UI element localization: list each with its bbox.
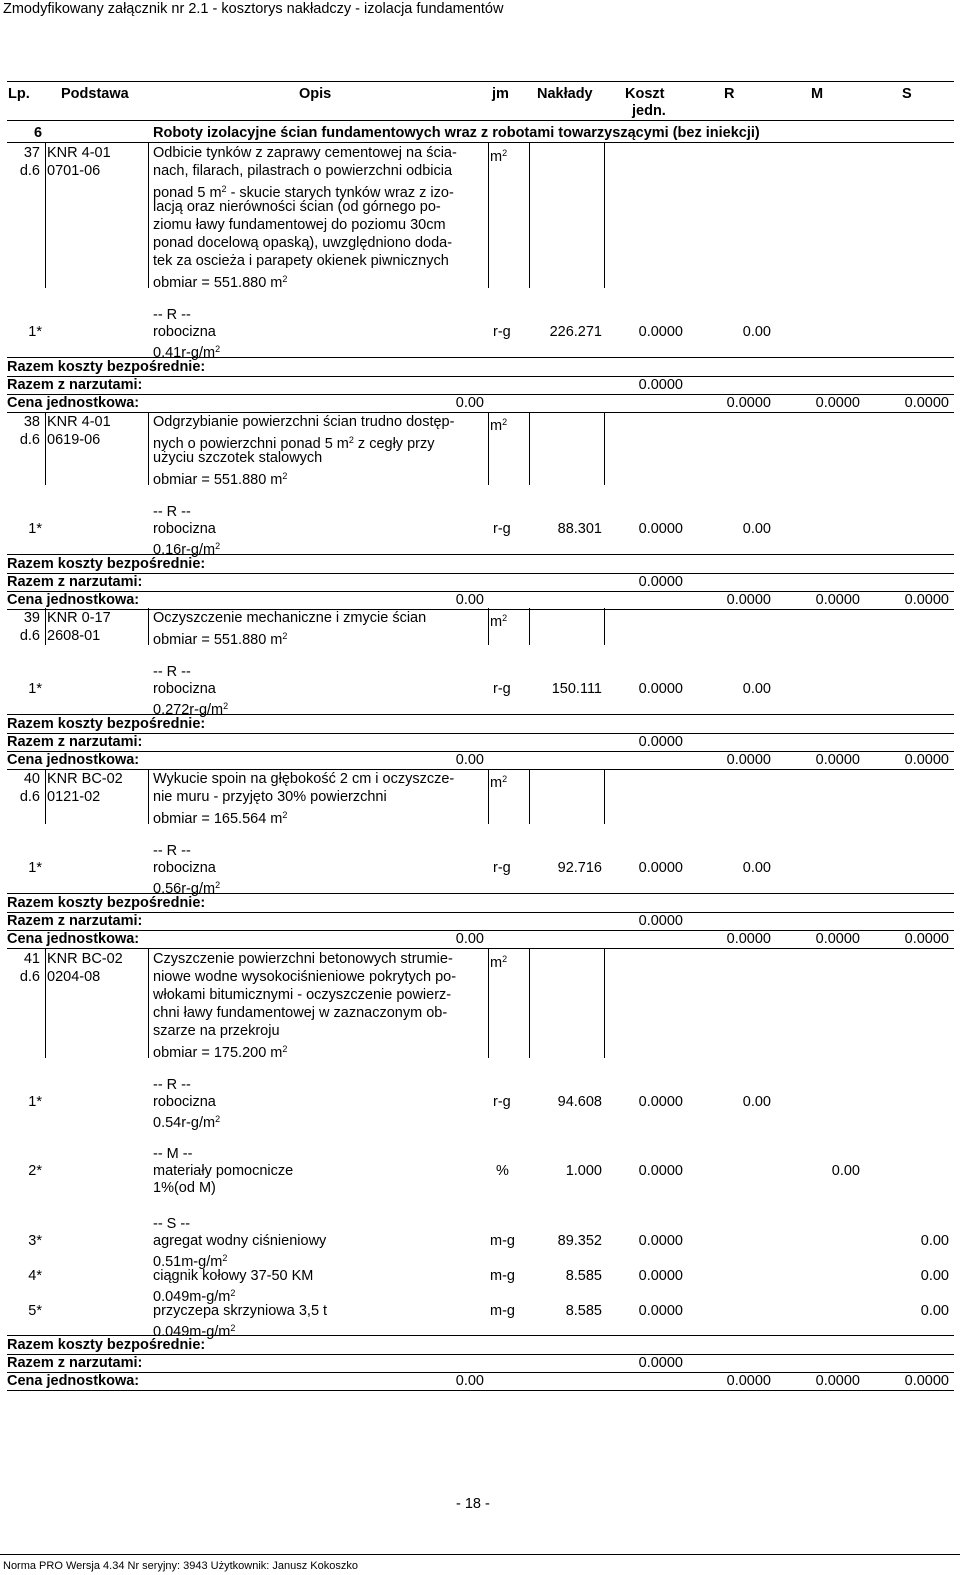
unit-price-r: 0.0000 (726, 931, 771, 947)
unit-price-label: Cena jednostkowa: (7, 752, 140, 768)
footer-rule (0, 1554, 960, 1555)
unit-price-label: Cena jednostkowa: (7, 592, 140, 608)
basis-column-divider (148, 769, 149, 824)
item-unit: $m^2$ (490, 148, 508, 165)
item-basis-number: 0701-06 (47, 163, 101, 179)
equipment-norm: $0.049m-g/m^2$ (153, 1288, 236, 1305)
material-unit-price: 0.0000 (638, 1163, 683, 1179)
resource-norm: $0.56r-g/m^2$ (153, 880, 221, 897)
item-end-rule (7, 412, 954, 413)
description-column-divider (488, 608, 489, 645)
unit-price-m: 0.0000 (815, 1373, 860, 1389)
unit-price-label: Cena jednostkowa: (7, 395, 140, 411)
unit-price-label: Cena jednostkowa: (7, 1373, 140, 1389)
header-bottom-rule (7, 120, 954, 121)
unit-price-r: 0.0000 (726, 752, 771, 768)
item-number: 40 (23, 771, 40, 787)
total-overhead-label: Razem z narzutami: (7, 1355, 143, 1371)
item-description-line: szarze na przekroju (153, 1023, 280, 1039)
lp-column-divider (45, 143, 46, 288)
item-description-line: niowe wodne wysokociśnieniowe pokrytych po- (153, 969, 457, 985)
equipment-quantity: 8.585 (565, 1268, 602, 1284)
unit-price-s: 0.0000 (904, 1373, 949, 1389)
description-column-divider (488, 143, 489, 288)
basis-column-divider (148, 949, 149, 1058)
resource-norm: $0.16r-g/m^2$ (153, 541, 221, 558)
item-description-line: ponad docelową opaską), uwzględniono doda- (153, 235, 453, 251)
item-number: 37 (23, 145, 40, 161)
resource-unit: r-g (493, 521, 511, 537)
quantity-column-divider (604, 608, 605, 645)
col-m: M (811, 86, 824, 102)
lp-column-divider (45, 412, 46, 485)
document-title: Zmodyfikowany załącznik nr 2.1 - kosztorys nakładczy - izolacja fundamentów (3, 1, 504, 17)
equipment-unit: m-g (490, 1268, 515, 1284)
resource-name: robocizna (153, 681, 216, 697)
item-description-line: lacją oraz nierówności ścian (od górnego po- (153, 199, 441, 215)
labour-header: -- R -- (153, 307, 191, 323)
item-basis-code: KNR BC-02 (47, 951, 123, 967)
description-column-divider (488, 769, 489, 824)
unit-price-value: 0.00 (455, 592, 484, 608)
equipment-unit: m-g (490, 1233, 515, 1249)
unit-price-r: 0.0000 (726, 1373, 771, 1389)
total-direct-label: Razem koszty bezpośrednie: (7, 716, 206, 732)
material-number: 2* (28, 1163, 42, 1179)
col-naklady: Nakłady (537, 86, 593, 102)
item-description-line: Wykucie spoin na głębokość 2 cm i oczyszcze- (153, 771, 455, 787)
item-measure: obmiar = 551.880 $m^2$ (153, 631, 288, 648)
col-koszt: Koszt (625, 86, 665, 102)
material-cost: 0.00 (831, 1163, 860, 1179)
equipment-cost: 0.00 (920, 1303, 949, 1319)
quantity-column-divider (604, 143, 605, 288)
item-description-line: włokami bitumicznymi - oczyszczenie powierz- (153, 987, 452, 1003)
material-name: materiały pomocnicze (153, 1163, 294, 1179)
item-measure: obmiar = 551.880 $m^2$ (153, 274, 288, 291)
item-description-line: chni ławy fundamentowej w zaznaczonym ob- (153, 1005, 448, 1021)
item-number: 39 (23, 610, 40, 626)
item-number: 41 (23, 951, 40, 967)
equipment-norm: $0.51m-g/m^2$ (153, 1253, 228, 1270)
col-opis: Opis (299, 86, 332, 102)
total-overhead-label: Razem z narzutami: (7, 574, 143, 590)
item-description-line: Odgrzybianie powierzchni ścian trudno dostęp- (153, 414, 455, 430)
item-description-line: Czyszczenie powierzchni betonowych strumie- (153, 951, 453, 967)
item-unit: $m^2$ (490, 417, 508, 434)
unit-column-divider (529, 949, 530, 1058)
item-end-rule (7, 769, 954, 770)
item-number-suffix: d.6 (19, 789, 40, 805)
unit-price-s: 0.0000 (904, 752, 949, 768)
quantity-column-divider (604, 949, 605, 1058)
item-measure: obmiar = 165.564 $m^2$ (153, 810, 288, 827)
resource-norm: $0.54r-g/m^2$ (153, 1114, 221, 1131)
item-basis-code: KNR 4-01 (47, 414, 111, 430)
total-direct-label: Razem koszty bezpośrednie: (7, 895, 206, 911)
unit-price-label: Cena jednostkowa: (7, 931, 140, 947)
resource-quantity: 226.271 (549, 324, 602, 340)
labour-header: -- R -- (153, 664, 191, 680)
resource-unit: r-g (493, 860, 511, 876)
resource-norm: $0.272r-g/m^2$ (153, 701, 229, 718)
total-direct-label: Razem koszty bezpośrednie: (7, 359, 206, 375)
description-column-divider (488, 412, 489, 485)
col-s: S (902, 86, 912, 102)
item-end-rule (7, 1390, 954, 1391)
equipment-unit-price: 0.0000 (638, 1233, 683, 1249)
total-overhead-value: 0.0000 (638, 734, 683, 750)
section-rule (7, 142, 954, 143)
equipment-number: 3* (28, 1233, 42, 1249)
equipment-norm: $0.049m-g/m^2$ (153, 1323, 236, 1340)
unit-column-divider (529, 143, 530, 288)
resource-number: 1* (28, 681, 42, 697)
resource-number: 1* (28, 1094, 42, 1110)
col-r: R (724, 86, 735, 102)
item-unit: $m^2$ (490, 954, 508, 971)
section-number: 6 (34, 125, 43, 141)
basis-column-divider (148, 412, 149, 485)
unit-price-r: 0.0000 (726, 592, 771, 608)
resource-labour-cost: 0.00 (742, 860, 771, 876)
resource-unit-price: 0.0000 (638, 521, 683, 537)
totals-rule (7, 1354, 954, 1355)
unit-price-m: 0.0000 (815, 752, 860, 768)
item-number-suffix: d.6 (19, 163, 40, 179)
resource-labour-cost: 0.00 (742, 324, 771, 340)
item-basis-number: 2608-01 (47, 628, 101, 644)
unit-price-s: 0.0000 (904, 592, 949, 608)
item-unit: $m^2$ (490, 774, 508, 791)
item-number: 38 (23, 414, 40, 430)
description-column-divider (488, 949, 489, 1058)
resource-number: 1* (28, 324, 42, 340)
item-description-line: użyciu szczotek stalowych (153, 450, 323, 466)
resource-labour-cost: 0.00 (742, 521, 771, 537)
item-basis-number: 0121-02 (47, 789, 101, 805)
resource-unit-price: 0.0000 (638, 681, 683, 697)
equipment-quantity: 8.585 (565, 1303, 602, 1319)
item-description-line: ziomu ławy fundamentowej do poziomu 30cm (153, 217, 446, 233)
material-quantity: 1.000 (565, 1163, 602, 1179)
quantity-column-divider (604, 412, 605, 485)
resource-quantity: 88.301 (557, 521, 602, 537)
unit-price-r: 0.0000 (726, 395, 771, 411)
labour-header: -- R -- (153, 1077, 191, 1093)
resource-unit-price: 0.0000 (638, 1094, 683, 1110)
total-overhead-label: Razem z narzutami: (7, 913, 143, 929)
item-basis-code: KNR 4-01 (47, 145, 111, 161)
resource-name: robocizna (153, 521, 216, 537)
item-basis-code: KNR 0-17 (47, 610, 111, 626)
material-header: -- M -- (153, 1146, 193, 1162)
item-measure: obmiar = 551.880 $m^2$ (153, 471, 288, 488)
unit-column-divider (529, 608, 530, 645)
unit-price-value: 0.00 (455, 395, 484, 411)
totals-rule (7, 376, 954, 377)
resource-unit: r-g (493, 681, 511, 697)
item-description-line: Oczyszczenie mechaniczne i zmycie ścian (153, 610, 427, 626)
equipment-cost: 0.00 (920, 1268, 949, 1284)
total-overhead-value: 0.0000 (638, 913, 683, 929)
footer-text: Norma PRO Wersja 4.34 Nr seryjny: 3943 Użytkownik: Janusz Kokoszko (3, 1560, 358, 1572)
equipment-unit: m-g (490, 1303, 515, 1319)
col-podstawa: Podstawa (61, 86, 129, 102)
quantity-column-divider (604, 769, 605, 824)
equipment-cost: 0.00 (920, 1233, 949, 1249)
resource-unit-price: 0.0000 (638, 860, 683, 876)
basis-column-divider (148, 608, 149, 645)
resource-quantity: 150.111 (551, 681, 602, 697)
unit-column-divider (529, 412, 530, 485)
item-description-line: Odbicie tynków z zaprawy cementowej na ścia- (153, 145, 457, 161)
equipment-name: agregat wodny ciśnieniowy (153, 1233, 327, 1249)
unit-price-s: 0.0000 (904, 395, 949, 411)
item-basis-number: 0619-06 (47, 432, 101, 448)
header-top-rule (7, 81, 954, 82)
unit-price-value: 0.00 (455, 752, 484, 768)
lp-column-divider (45, 608, 46, 645)
item-number-suffix: d.6 (19, 969, 40, 985)
equipment-unit-price: 0.0000 (638, 1268, 683, 1284)
item-description-line: nych o powierzchni ponad 5 $m^2$ z cegły przy (153, 435, 435, 452)
lp-column-divider (45, 949, 46, 1058)
basis-column-divider (148, 143, 149, 288)
equipment-number: 4* (28, 1268, 42, 1284)
equipment-unit-price: 0.0000 (638, 1303, 683, 1319)
item-measure: obmiar = 175.200 $m^2$ (153, 1044, 288, 1061)
resource-quantity: 92.716 (557, 860, 602, 876)
resource-number: 1* (28, 860, 42, 876)
total-overhead-value: 0.0000 (638, 574, 683, 590)
item-description-line: nach, filarach, pilastrach o powierzchni odbicia (153, 163, 453, 179)
col-jm: jm (492, 86, 509, 102)
page-number: - 18 - (456, 1496, 490, 1512)
col-koszt-jedn: jedn. (632, 103, 666, 119)
total-overhead-value: 0.0000 (638, 1355, 683, 1371)
unit-price-m: 0.0000 (815, 931, 860, 947)
equipment-name: ciągnik kołowy 37-50 KM (153, 1268, 314, 1284)
item-end-rule (7, 609, 954, 610)
equipment-name: przyczepa skrzyniowa 3,5 t (153, 1303, 328, 1319)
total-overhead-value: 0.0000 (638, 377, 683, 393)
labour-header: -- R -- (153, 843, 191, 859)
item-description-line: nie muru - przyjęto 30% powierzchni (153, 789, 387, 805)
total-overhead-label: Razem z narzutami: (7, 734, 143, 750)
resource-name: robocizna (153, 1094, 216, 1110)
item-unit: $m^2$ (490, 613, 508, 630)
resource-unit: r-g (493, 324, 511, 340)
material-unit: % (496, 1163, 509, 1179)
unit-price-m: 0.0000 (815, 592, 860, 608)
col-lp: Lp. (8, 86, 30, 102)
resource-unit-price: 0.0000 (638, 324, 683, 340)
resource-quantity: 94.608 (557, 1094, 602, 1110)
totals-rule (7, 573, 954, 574)
resource-norm: $0.41r-g/m^2$ (153, 344, 221, 361)
item-end-rule (7, 948, 954, 949)
item-number-suffix: d.6 (19, 628, 40, 644)
lp-column-divider (45, 769, 46, 824)
unit-column-divider (529, 769, 530, 824)
resource-labour-cost: 0.00 (742, 1094, 771, 1110)
item-description-line: ponad 5 $m^2$ - skucie starych tynków wraz z izo- (153, 184, 454, 201)
totals-rule (7, 733, 954, 734)
unit-price-value: 0.00 (455, 931, 484, 947)
resource-name: robocizna (153, 324, 216, 340)
section-title: Roboty izolacyjne ścian fundamentowych wraz z robotami towarzyszącymi (bez iniekcji) (153, 125, 760, 141)
equipment-number: 5* (28, 1303, 42, 1319)
resource-unit: r-g (493, 1094, 511, 1110)
totals-rule (7, 912, 954, 913)
equipment-quantity: 89.352 (557, 1233, 602, 1249)
resource-name: robocizna (153, 860, 216, 876)
equipment-header: -- S -- (153, 1216, 191, 1232)
labour-header: -- R -- (153, 504, 191, 520)
item-description-line: tek za oscieża i parapety okienek piwnicznych (153, 253, 449, 269)
item-number-suffix: d.6 (19, 432, 40, 448)
item-basis-number: 0204-08 (47, 969, 101, 985)
material-norm: 1%(od M) (153, 1180, 216, 1196)
resource-labour-cost: 0.00 (742, 681, 771, 697)
resource-number: 1* (28, 521, 42, 537)
total-direct-label: Razem koszty bezpośrednie: (7, 1337, 206, 1353)
item-basis-code: KNR BC-02 (47, 771, 123, 787)
unit-price-s: 0.0000 (904, 931, 949, 947)
unit-price-value: 0.00 (455, 1373, 484, 1389)
total-overhead-label: Razem z narzutami: (7, 377, 143, 393)
unit-price-m: 0.0000 (815, 395, 860, 411)
total-direct-label: Razem koszty bezpośrednie: (7, 556, 206, 572)
